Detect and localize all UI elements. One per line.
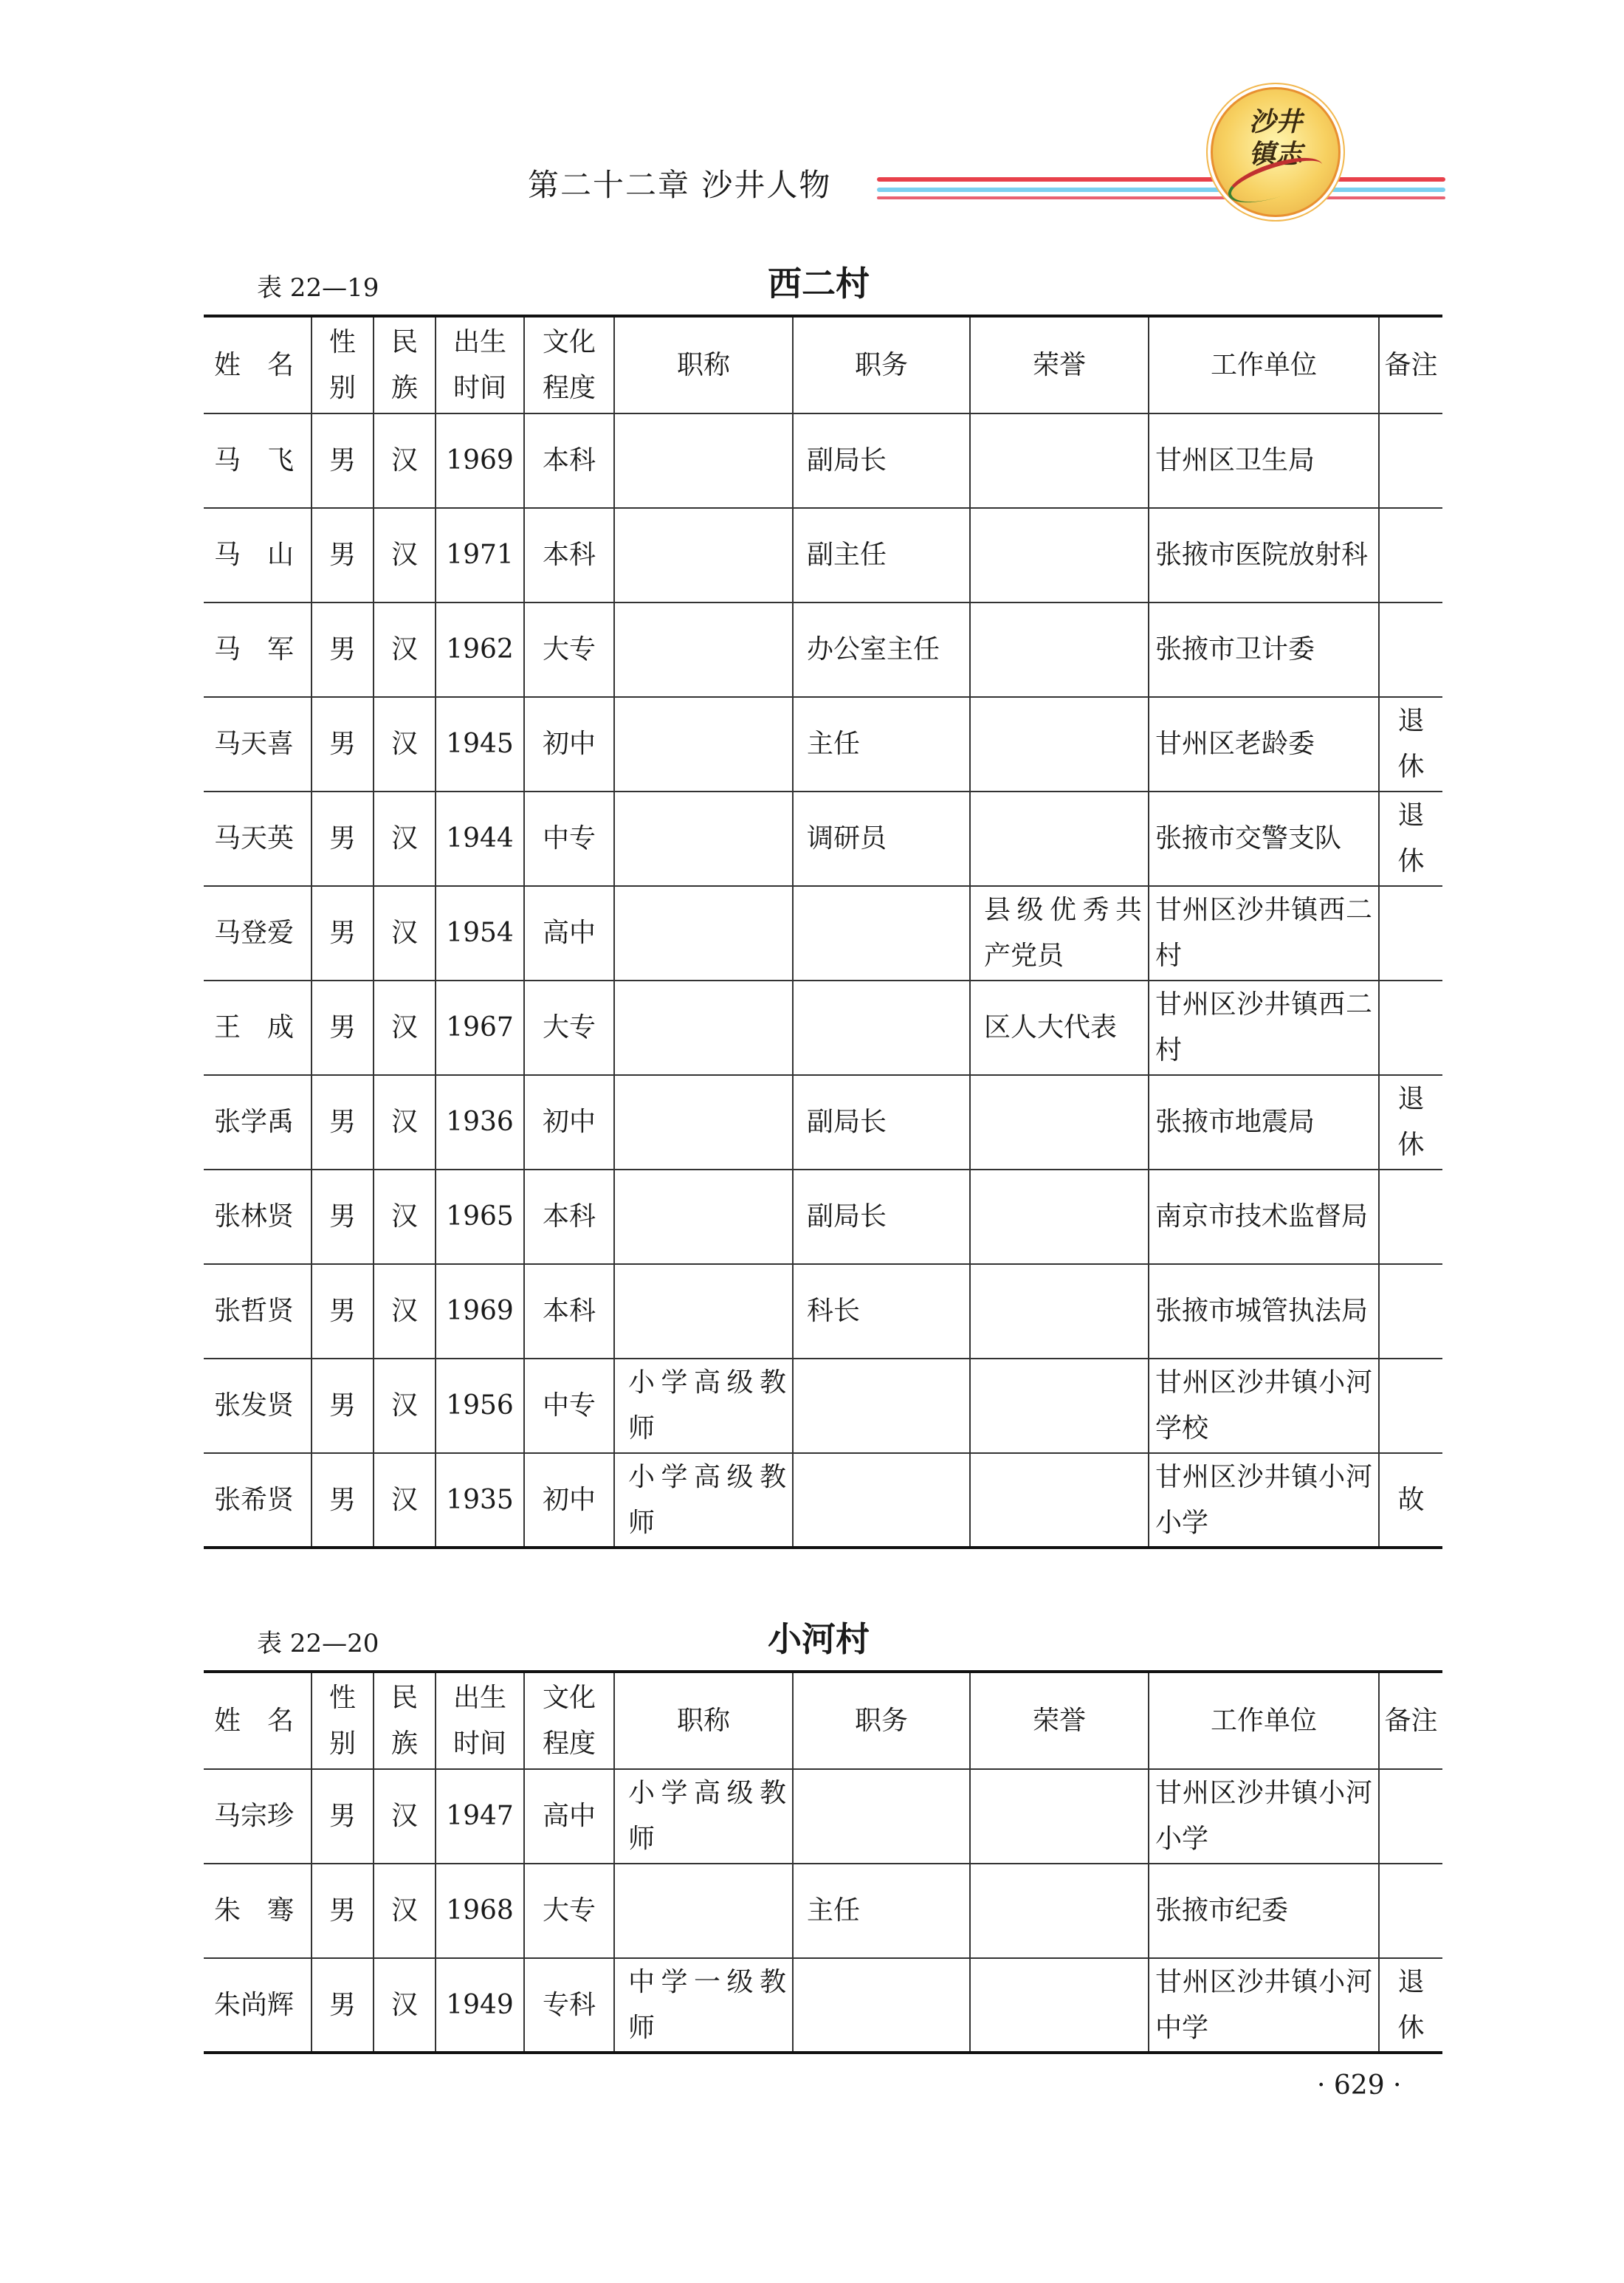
table-row [204,413,1442,508]
cell-honor [970,1769,1149,1864]
col-birth-header-line1: 出生 [453,1682,506,1713]
cell-note: 退休 [1379,792,1442,886]
table-row [204,1958,1442,2053]
cell-workplace-text: 甘州区沙井镇小河学校 [1155,1367,1372,1443]
cell-post [793,1958,970,2053]
cell-ethnicity: 汉 [374,886,436,981]
cell-ethnicity: 汉 [374,697,436,792]
cell-workplace [1149,1075,1379,1170]
cell-note: 退休 [1379,697,1442,792]
cell-title-text: 小学高级教师 [628,1367,786,1443]
cell-sex: 男 [312,1453,374,1548]
town-gazetteer-seal-logo [1211,87,1341,217]
col-workplace-header: 工作单位 [1149,1672,1379,1769]
cell-name: 马天喜 [204,697,312,792]
cell-birth: 1954 [436,886,524,981]
cell-note [1379,508,1442,602]
cell-ethnicity: 汉 [374,1864,436,1958]
cell-workplace-text: 甘州区沙井镇小河中学 [1155,1966,1372,2043]
cell-title [614,508,793,602]
cell-birth: 1949 [436,1958,524,2053]
cell-title [614,1864,793,1958]
cell-workplace-text: 张掖市纪委 [1155,1895,1289,1926]
cell-workplace-text: 甘州区沙井镇西二村 [1155,895,1372,971]
cell-note [1379,1264,1442,1359]
cell-name: 马 飞 [204,413,312,508]
cell-ethnicity: 汉 [374,1453,436,1548]
cell-education: 本科 [524,413,614,508]
cell-honor [970,1359,1149,1453]
cell-note [1379,981,1442,1075]
col-education-header-line1: 文化 [542,1682,596,1713]
col-note-header: 备注 [1379,316,1442,413]
cell-birth: 1945 [436,697,524,792]
cell-post: 副局长 [793,413,970,508]
cell-birth: 1969 [436,1264,524,1359]
seal-text-line2: 镇志 [1248,139,1302,170]
table-row [204,981,1442,1075]
cell-name: 马登爱 [204,886,312,981]
cell-workplace-text: 张掖市医院放射科 [1155,540,1369,570]
cell-education: 本科 [524,508,614,602]
col-education-header [524,316,614,413]
cell-sex: 男 [312,886,374,981]
cell-workplace [1149,1864,1379,1958]
cell-name: 马 军 [204,602,312,697]
cell-workplace [1149,981,1379,1075]
cell-education: 初中 [524,1075,614,1170]
cell-ethnicity: 汉 [374,981,436,1075]
cell-honor [970,1958,1149,2053]
cell-birth: 1969 [436,413,524,508]
cell-honor [970,1264,1149,1359]
table-row [204,1453,1442,1548]
cell-ethnicity: 汉 [374,602,436,697]
cell-post [793,1359,970,1453]
cell-title [614,602,793,697]
cell-workplace [1149,1170,1379,1264]
cell-workplace [1149,697,1379,792]
cell-workplace-text: 甘州区沙井镇小河小学 [1155,1778,1372,1854]
cell-education: 中专 [524,792,614,886]
cell-sex: 男 [312,1769,374,1864]
cell-name: 朱尚辉 [204,1958,312,2053]
cell-title [614,697,793,792]
col-birth-header-line1: 出生 [453,326,506,357]
cell-sex: 男 [312,792,374,886]
cell-title [614,1958,793,2053]
col-birth-header [436,1672,524,1769]
cell-sex: 男 [312,1359,374,1453]
cell-birth: 1935 [436,1453,524,1548]
cell-post: 调研员 [793,792,970,886]
cell-honor-text: 县级优秀共产党员 [984,895,1142,971]
cell-post: 办公室主任 [793,602,970,697]
cell-post [793,1453,970,1548]
table-header-row [204,316,1442,413]
col-workplace-header: 工作单位 [1149,316,1379,413]
cell-title [614,1359,793,1453]
cell-workplace [1149,1264,1379,1359]
cell-ethnicity: 汉 [374,1170,436,1264]
col-title-header: 职称 [614,1672,793,1769]
cell-education: 本科 [524,1170,614,1264]
col-name-header: 姓 名 [204,316,312,413]
cell-workplace-text: 甘州区沙井镇西二村 [1155,989,1372,1065]
seal-text-line1: 沙井 [1248,106,1302,137]
table-row [204,1264,1442,1359]
cell-sex: 男 [312,1264,374,1359]
header-rule-red [877,177,1445,182]
col-honor-header: 荣誉 [970,316,1149,413]
cell-post: 副主任 [793,508,970,602]
col-sex-header: 性别 [312,316,374,413]
cell-name: 张哲贤 [204,1264,312,1359]
cell-post: 主任 [793,697,970,792]
cell-title [614,1075,793,1170]
cell-title-text: 小学高级教师 [628,1461,786,1538]
cell-workplace-text: 南京市技术监督局 [1155,1201,1369,1232]
cell-education: 专科 [524,1958,614,2053]
cell-workplace-text: 甘州区沙井镇小河小学 [1155,1461,1372,1538]
cell-name: 王 成 [204,981,312,1075]
cell-ethnicity: 汉 [374,1264,436,1359]
cell-birth: 1965 [436,1170,524,1264]
table-row [204,886,1442,981]
table1-xierer-village [204,315,1442,1549]
cell-name: 张学禹 [204,1075,312,1170]
cell-sex: 男 [312,602,374,697]
cell-education: 大专 [524,602,614,697]
cell-education: 初中 [524,697,614,792]
table-row [204,602,1442,697]
cell-honor [970,886,1149,981]
cell-sex: 男 [312,1958,374,2053]
cell-name: 张发贤 [204,1359,312,1453]
cell-title [614,1264,793,1359]
cell-workplace-text: 甘州区卫生局 [1155,445,1315,476]
cell-birth: 1947 [436,1769,524,1864]
table1-number: 表 22—19 [257,273,379,303]
cell-workplace [1149,1359,1379,1453]
cell-name: 张希贤 [204,1453,312,1548]
cell-honor [970,508,1149,602]
cell-sex: 男 [312,981,374,1075]
cell-workplace-text: 张掖市卫计委 [1155,634,1315,665]
table2-number: 表 22—20 [257,1629,379,1658]
table-row [204,1864,1442,1958]
header-rule-red-thin [877,196,1445,199]
cell-honor [970,792,1149,886]
table-row [204,508,1442,602]
cell-ethnicity: 汉 [374,1958,436,2053]
cell-note [1379,1359,1442,1453]
cell-name: 马宗珍 [204,1769,312,1864]
col-note-header: 备注 [1379,1672,1442,1769]
cell-note [1379,1769,1442,1864]
header-rule-blue [877,188,1445,192]
cell-post [793,981,970,1075]
cell-honor [970,981,1149,1075]
cell-title [614,792,793,886]
col-sex-header: 性别 [312,1672,374,1769]
cell-ethnicity: 汉 [374,1769,436,1864]
cell-note: 退休 [1379,1075,1442,1170]
cell-post: 科长 [793,1264,970,1359]
chapter-title: 第二十二章 沙井人物 [528,167,832,203]
cell-workplace [1149,1958,1379,2053]
col-ethnicity-header: 民族 [374,316,436,413]
page-number: · 629 · [1317,2070,1402,2101]
cell-name: 朱 骞 [204,1864,312,1958]
col-education-header-line2: 程度 [542,372,596,403]
col-post-header: 职务 [793,316,970,413]
cell-birth: 1971 [436,508,524,602]
cell-title [614,886,793,981]
cell-note [1379,886,1442,981]
cell-birth: 1962 [436,602,524,697]
cell-sex: 男 [312,1170,374,1264]
col-education-header-line1: 文化 [542,326,596,357]
cell-ethnicity: 汉 [374,508,436,602]
cell-note: 退休 [1379,1958,1442,2053]
cell-note [1379,1864,1442,1958]
cell-workplace [1149,886,1379,981]
table-row [204,1769,1442,1864]
cell-education: 大专 [524,1864,614,1958]
cell-workplace [1149,1769,1379,1864]
cell-post [793,1769,970,1864]
cell-sex: 男 [312,697,374,792]
cell-honor [970,1453,1149,1548]
table-row [204,1170,1442,1264]
cell-note [1379,1170,1442,1264]
table-row [204,1359,1442,1453]
col-birth-header [436,316,524,413]
cell-honor [970,1864,1149,1958]
cell-title [614,1769,793,1864]
cell-workplace [1149,602,1379,697]
cell-education: 中专 [524,1359,614,1453]
cell-post: 主任 [793,1864,970,1958]
cell-note: 故 [1379,1453,1442,1548]
table-row [204,792,1442,886]
col-honor-header: 荣誉 [970,1672,1149,1769]
table2-title: 小河村 [768,1619,870,1659]
cell-name: 马 山 [204,508,312,602]
col-title-header: 职称 [614,316,793,413]
cell-education: 高中 [524,886,614,981]
cell-honor [970,1075,1149,1170]
cell-title [614,413,793,508]
cell-education: 大专 [524,981,614,1075]
cell-note [1379,602,1442,697]
cell-workplace-text: 张掖市城管执法局 [1155,1296,1369,1326]
cell-ethnicity: 汉 [374,1075,436,1170]
cell-birth: 1968 [436,1864,524,1958]
cell-title [614,1453,793,1548]
cell-post: 副局长 [793,1075,970,1170]
cell-honor [970,697,1149,792]
cell-name: 张林贤 [204,1170,312,1264]
cell-workplace-text: 张掖市地震局 [1155,1107,1315,1137]
table-header-row [204,1672,1442,1769]
cell-education: 初中 [524,1453,614,1548]
cell-note [1379,413,1442,508]
table-row [204,697,1442,792]
cell-title-text: 小学高级教师 [628,1778,786,1854]
cell-honor-text: 区人大代表 [984,1012,1118,1043]
cell-workplace-text: 甘州区老龄委 [1155,729,1315,759]
cell-sex: 男 [312,1864,374,1958]
col-ethnicity-header: 民族 [374,1672,436,1769]
cell-title [614,981,793,1075]
cell-birth: 1936 [436,1075,524,1170]
cell-post: 副局长 [793,1170,970,1264]
cell-workplace [1149,413,1379,508]
cell-workplace [1149,1453,1379,1548]
col-education-header [524,1672,614,1769]
table-row [204,1075,1442,1170]
cell-education: 高中 [524,1769,614,1864]
cell-honor [970,1170,1149,1264]
cell-workplace [1149,792,1379,886]
table1-title: 西二村 [768,264,870,303]
cell-ethnicity: 汉 [374,792,436,886]
col-name-header: 姓 名 [204,1672,312,1769]
col-education-header-line2: 程度 [542,1728,596,1759]
cell-sex: 男 [312,413,374,508]
cell-sex: 男 [312,508,374,602]
cell-name: 马天英 [204,792,312,886]
cell-workplace-text: 张掖市交警支队 [1155,823,1342,854]
cell-ethnicity: 汉 [374,1359,436,1453]
cell-honor [970,413,1149,508]
cell-title-text: 中学一级教师 [628,1966,786,2043]
cell-birth: 1944 [436,792,524,886]
col-post-header: 职务 [793,1672,970,1769]
cell-birth: 1956 [436,1359,524,1453]
cell-post [793,886,970,981]
cell-title [614,1170,793,1264]
cell-education: 本科 [524,1264,614,1359]
cell-sex: 男 [312,1075,374,1170]
cell-workplace [1149,508,1379,602]
cell-honor [970,602,1149,697]
col-birth-header-line2: 时间 [453,372,506,403]
cell-birth: 1967 [436,981,524,1075]
table2-xiaohe-village [204,1670,1442,2054]
col-birth-header-line2: 时间 [453,1728,506,1759]
cell-ethnicity: 汉 [374,413,436,508]
